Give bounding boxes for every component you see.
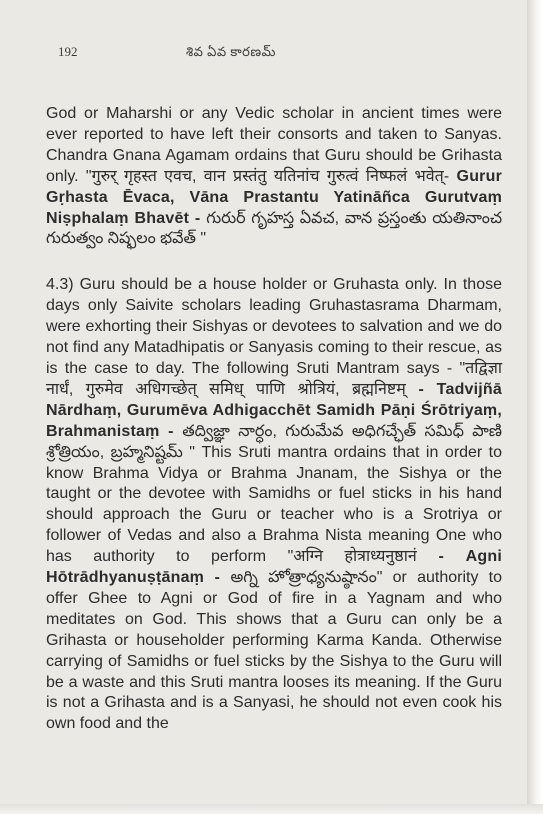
quote-2-devanagari: "तद्विज्ञा नार्धं, गुरुमेव अधिगच्छेत् समिध् पाणि श्रोत्रियं, ब्रह्मनिष्टम् [46,359,502,398]
page-body [46,104,502,735]
section-number: 4.3) [46,276,74,294]
running-title: శివ ఏవ కారణమ్ [186,44,276,59]
paragraph-2-continued: This Sruti mantra ordains that in order to know Brahma Vidya or Brahma Jnanam, the Sishya or the taught or the devotee with Samidhs or fuel sticks in his hand should approach the Guru or teacher who is a Srotriya or follower of Vedas and also a Brahma Nista meaning One who has authority to perform [46,443,503,566]
quote-2-telugu: తద్విజ్ఞా నార్ధం, గురుమేవ అధిగచ్ఛేత్ సమిధ్ పాణి శ్రోత్రియం, బ్రహ్మనిష్టమ్ " [46,422,502,461]
page-bottom-edge [0,804,543,814]
quote-3-telugu: అగ్ని హోత్రాధ్యనుష్ఠానం" [230,569,383,587]
paragraph-1-text: God or Maharshi or any Vedic scholar in ancient times were ever reported to have left their consorts and taken to Sanyas. Chandra Gnana Agamam ordains that Guru should be Grihasta only. [46,105,502,185]
quote-2-transliteration: - Tadvijñā Nārdhaṃ, Gurumēva Adhigacchēt Samidh Pāṇi Śrōtriyaṃ, Brahmanistaṃ - [46,380,503,440]
quote-3-transliteration: - Agni Hōtrādhyanuṣṭānaṃ - [46,548,503,587]
page-edge [527,0,543,814]
quote-1-devanagari: "गुरुर् गृहस्त एवच, वान प्रस्तंतु यतिनांच गुरुत्वं निष्फलं भवेत्- [85,167,450,185]
quote-1-transliteration: Gurur Gṛhasta Ēvaca, Vāna Prastantu Yatināñca Gurutvaṃ Niṣphalaṃ Bhavēt - [46,167,502,227]
quote-1-telugu: గురుర్ గృహస్త ఏవచ, వాన ప్రస్తంతు యతినాంచ గురుత్వం నిష్ఫలం భవేత్ " [46,209,502,248]
page-number: 192 [58,44,78,59]
paragraph-2-end: or authority to offer Ghee to Agni or God of fire in a Yagnam and who meditates on God. This shows that a Guru can only be a Grihasta or householder performing Karma Kanda. Otherwise carrying of Samidhs or fuel sticks by the Sishya to the Guru will be a waste and this Sruti mantra looses its meaning. If the Guru is not a Grihasta and is a Sanyasi, he should not even cook his own food and the [46,569,502,733]
paragraph-1 [46,104,502,250]
page-header [58,44,503,64]
paragraph-2 [46,275,502,735]
paragraph-2-text: Guru should be a house holder or Gruhasta only. In those days only Saivite scholars leading Gruhastasrama Dharmam, were exhorting their Sishyas or devotees to salvation and we do not find any Matadhipatis or Sanyasis coming to their rescue, as is the case to day. The following Sruti Mantram says - [46,276,502,377]
quote-3-devanagari: "अग्नि होत्राध्यनुष्ठानं [287,548,417,566]
